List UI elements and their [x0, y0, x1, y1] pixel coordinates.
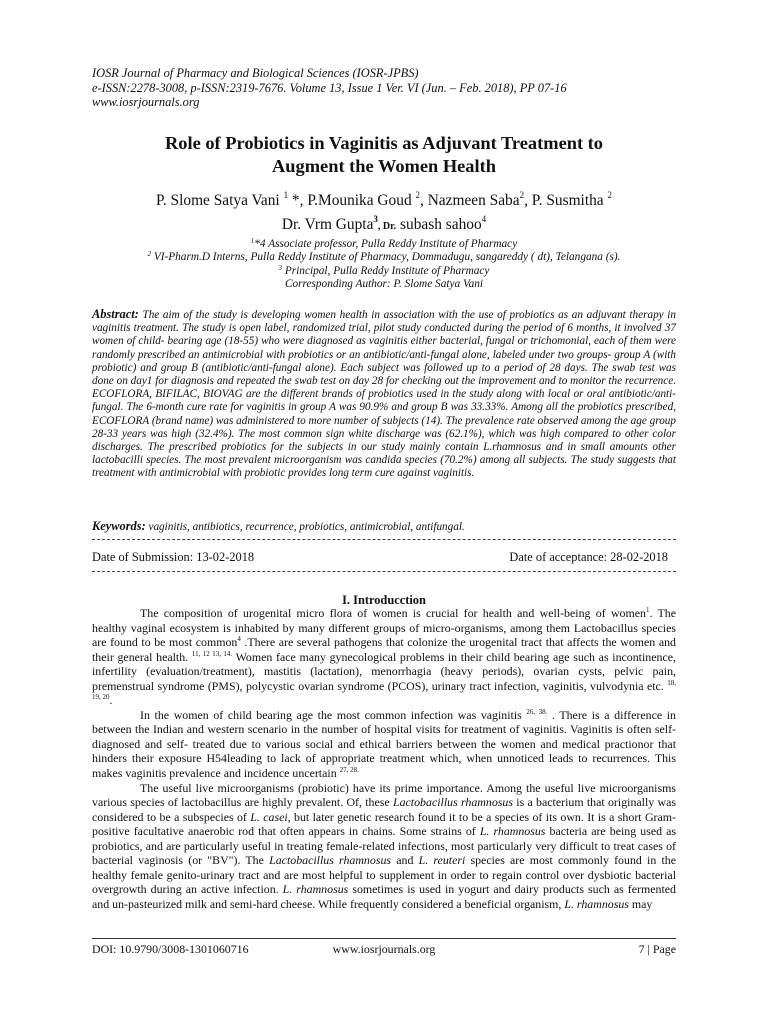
citation: 4 [237, 635, 241, 644]
paragraph [92, 606, 676, 708]
author-line1 [92, 189, 676, 213]
divider-top [92, 539, 676, 540]
text-run: , but later genetic research found it to be a species of its own. It is a short Gram-positive facultative anaerobic rod that often appears in chains. Some strains of [92, 809, 676, 839]
section-heading: I. Introducction [342, 593, 426, 607]
author-title-prefix: , Dr. [377, 221, 397, 232]
text-run: .There are several pathogens that colonize the urogenital tract that affects the women and their general health. [92, 635, 677, 664]
text-run: . [109, 693, 113, 708]
text-run: is a bacterium that originally was considered to be a subspecies of [92, 795, 676, 824]
affiliation-line [92, 251, 676, 264]
text-run: . The healthy vaginal ecosystem is inhabited by many different groups of micro-organisms, among them Lactobacillus species are found to be most common [92, 606, 676, 650]
citation: 11, 12 13, 14. [191, 649, 233, 658]
divider-bottom [92, 571, 676, 572]
affiliation-marker: 2 [607, 190, 612, 200]
footer-url: www.iosrjournals.org [332, 942, 436, 956]
affiliation-line [92, 265, 676, 278]
affiliation-marker: 1 [250, 237, 255, 245]
abstract-label: Abstract: [92, 307, 139, 321]
footer-doi: DOI: 10.9790/3008-1301060716 [92, 942, 249, 956]
species-name: Lactobacillus rhamnosus [392, 795, 513, 810]
author-name: , Nazmeen Saba [420, 192, 520, 209]
affiliation-text: *4 Associate professor, Pulla Reddy Institute of Pharmacy [254, 238, 518, 250]
text-run: Women face many gynecological problems in their child bearing age such as incontinence, infertility (evaluation/treatment), mastitis (lactation), menorrhagia (heavy periods), ovarian cysts, pelvic pain, premenstrual syndrome (PMS), polycystic ovarian syndrome (PCOS), urinary tract infection, vaginitis, vulvodynia etc. [92, 649, 676, 693]
affiliation-marker: 3 [278, 263, 283, 272]
abstract [92, 308, 676, 481]
date-row [92, 550, 676, 564]
author-name: subash sahoo [396, 216, 482, 233]
author-line2 [92, 213, 676, 239]
affiliation-marker: 1 [283, 190, 289, 200]
author-name: , P. Susmitha [524, 192, 604, 209]
page-number: 7 | Page [638, 942, 676, 956]
paper-title-line2: Augment the Women Health [272, 156, 496, 176]
keywords-label: Keywords: [92, 519, 146, 533]
footer-divider [92, 938, 676, 939]
corresponding-author: Corresponding Author: P. Slome Satya Vani [284, 278, 484, 291]
text-run: and [391, 853, 419, 868]
submission-date: Date of Submission: 13-02-2018 [92, 550, 255, 564]
text-run: sometimes is used in yogurt and dairy products such as fermented and un-pasteurized milk and semi-hard cheese. While frequently considered a beneficial organism, [92, 882, 676, 911]
author-corresponding-marker: *, [288, 192, 308, 209]
species-name: L. rhamnosus [282, 882, 349, 897]
journal-header [92, 66, 692, 110]
affiliation-line [92, 238, 676, 251]
paragraph [92, 781, 676, 912]
text-run: bacteria are being used as probiotics, and are particularly useful in treating female-related infections, most particularly very difficult to treat cases of bacterial vaginosis (or "BV"). The [92, 824, 677, 868]
affiliation-marker: 4 [481, 214, 487, 224]
citation: 1 [645, 606, 650, 614]
affiliation-text: Principal, Pulla Reddy Institute of Pharmacy [282, 264, 490, 277]
paragraph [92, 708, 676, 781]
author-name: Dr. Vrm Gupta [281, 216, 374, 233]
paper-title-line1: Role of Probiotics in Vaginitis as Adjuvant Treatment to [165, 133, 603, 153]
citation: 26, 38. [526, 707, 548, 716]
text-run: The useful live microorganisms (probiotic) have its prime importance. Among the useful live microorganisms various species of lactobacillus are highly prevalent. Of, these [92, 780, 676, 810]
affiliation-marker: 2 [415, 190, 420, 200]
abstract-text: The aim of the study is developing women health in association with the use of probiotics as an adjuvant therapy in vaginitis treatment. The study is open label, randomized trial, pilot study conducted during the period of 6 months, it involved 37 women of child- bearing age (18-55) who were diagnosed as vaginitis either bacterial, fungal or trichomonial, each of them were randomly prescribed an antimicrobial with probiotics or an antibiotic/anti-fungal alone, labeled under two groups- group A (with probiotic) and group B (antibiotic/anti-fungal alone). Each subject was followed up to a period of 28 days. The swab test was done on day1 for diagnosis and repeated the swab test on day 28 for checking out the improvement and to monitor the recurrence. ECOFLORA, BIFILAC, BIOVAG are the different brands of probiotics used in the study along with local or oral antibiotic/anti-fungal. The 6-month cure rate for vaginitis in group A was 90.9% and group B was 33.33%. Among all the probiotics prescribed, ECOFLORA (brand name) was administered to more number of subjects (14). The prevalence rate observed among the age group 28-33 years was high (32.4%). The most common sign white discharge was (62.1%), which was high compared to other color discharges. The prescribed probiotics for the subjects in our study mainly contain L.rhamnosus and in small amounts other lactobacilli species. The most prevalent microorganism was candida species (70.2%) among all subjects. The study suggests that treatment with antimicrobial with probiotic provides long term cure against vaginitis. [92, 309, 676, 480]
affiliation-marker: 3 [373, 214, 378, 224]
author-name: P.Mounika Goud [307, 192, 412, 209]
species-name: L. rhamnosus [564, 896, 629, 911]
paper-title [92, 132, 676, 178]
body-text [92, 606, 676, 911]
text-run: In the women of child bearing age the most common infection was vaginitis [140, 707, 527, 722]
citation: 18, 19, 20 [92, 678, 676, 702]
species-name: L. casei [250, 809, 288, 824]
text-run: The composition of urogenital micro flora of women is crucial for health and well-being of women [140, 606, 646, 620]
affiliation-marker: 2 [147, 250, 151, 259]
keywords-text: vaginitis, antibiotics, recurrence, probiotics, antimicrobial, antifungal. [145, 521, 465, 533]
keywords [92, 519, 676, 534]
affiliations [92, 238, 676, 292]
journal-name: IOSR Journal of Pharmacy and Biological Sciences (IOSR-JPBS) [92, 66, 419, 80]
citation: 27, 28. [339, 766, 359, 775]
author-list [92, 189, 676, 239]
text-run: may [628, 896, 653, 911]
affiliation-text: VI-Pharm.D Interns, Pulla Reddy Institute of Pharmacy, Dommadugu, sangareddy ( dt), Telangana (s). [151, 251, 621, 264]
species-name: L. rhamnosus [479, 824, 546, 839]
author-name: P. Slome Satya Vani [156, 192, 280, 209]
text-run: species are most commonly found in the healthy female genito-urinary tract and are most helpful to supplement in order to regain control over dysbiotic bacterial overgrowth during an active infection. [92, 853, 676, 897]
journal-issn: e-ISSN:2278-3008, p-ISSN:2319-7676. Volume 13, Issue 1 Ver. VI (Jun. – Feb. 2018), PP 07-16 [92, 80, 567, 95]
text-run: . There is a difference in between the Indian and western scenario in the number of hospital visits for treatment of vaginitis. Vaginitis is often self- diagnosed and self- treated due to various social and ethical barriers between the women and medical practionor that hinders their exposure H54leading to lack of appropriate treatment which, when unnoticed leads to recurrences. This makes vaginitis prevalence and incidence uncertain [92, 707, 677, 781]
affiliation-marker: 2 [519, 190, 525, 200]
journal-url: www.iosrjournals.org [92, 95, 200, 110]
species-name: Lactobacillus rhamnosus [269, 853, 392, 868]
acceptance-date: Date of acceptance: 28-02-2018 [509, 550, 668, 564]
species-name: L. reuteri [418, 853, 466, 868]
page-footer [92, 942, 676, 956]
